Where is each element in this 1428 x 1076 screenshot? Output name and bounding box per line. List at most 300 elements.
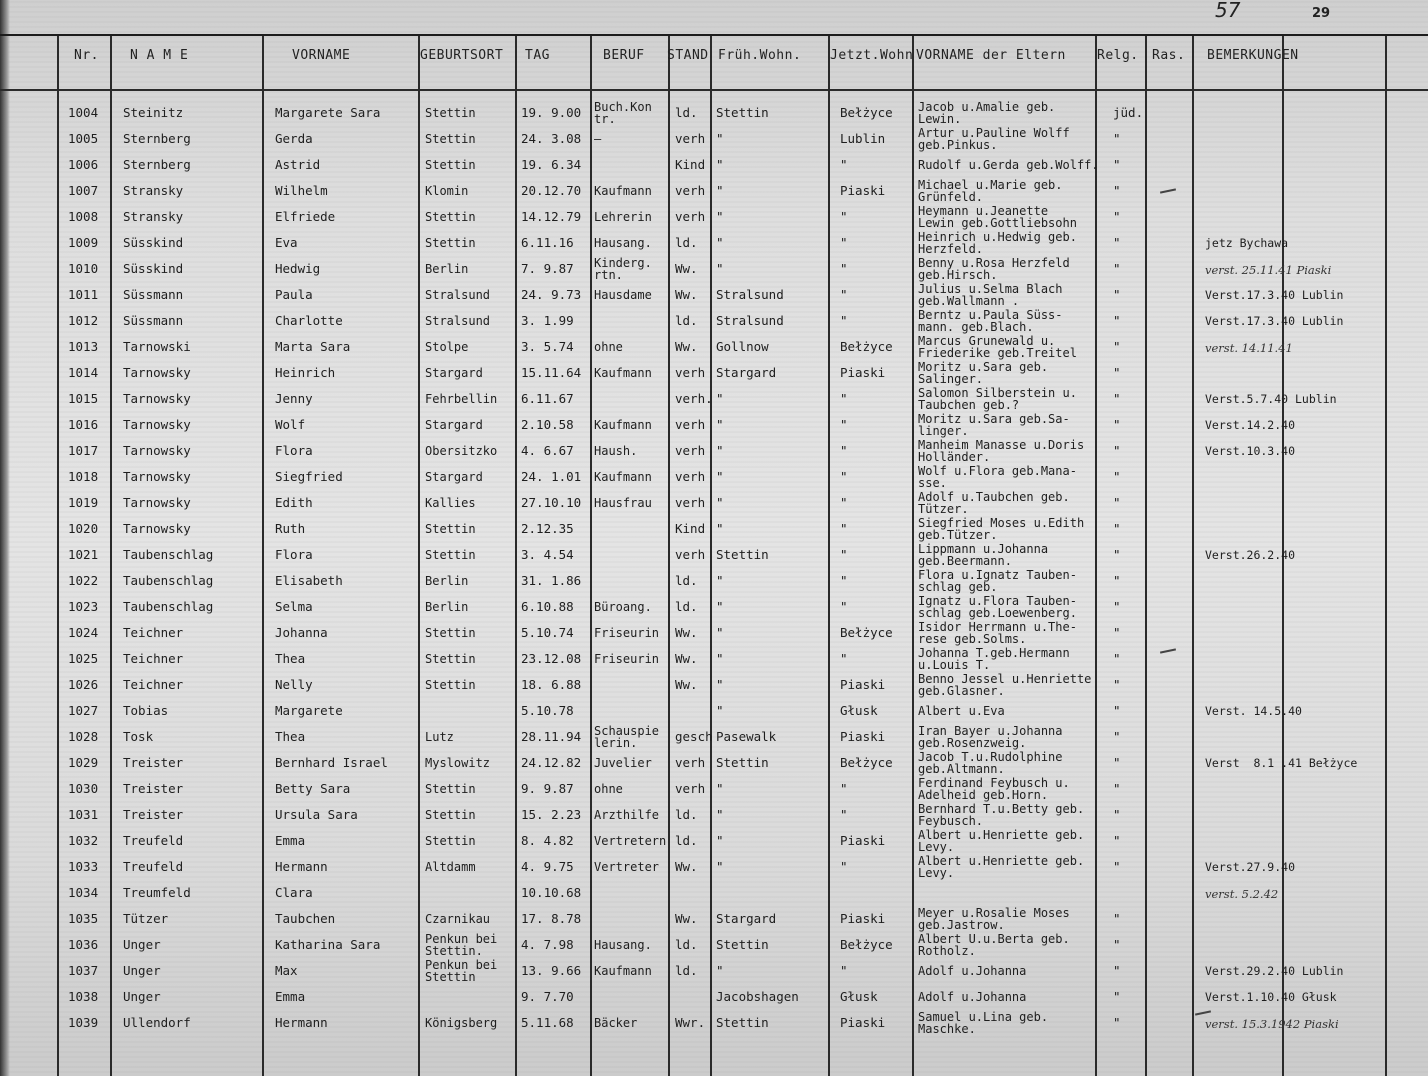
surname: Tarnowsky — [123, 495, 191, 510]
birth-date: 2.12.35 — [521, 521, 574, 536]
birthplace: Stettin — [425, 236, 476, 250]
surname: Treufeld — [123, 859, 184, 874]
parents-names: Albert u.Eva — [918, 704, 1005, 718]
remarks: Verst.29.2.40 Lublin — [1205, 964, 1344, 978]
birthplace: Obersitzko — [425, 444, 498, 458]
parents-names: Rudolf u.Gerda geb.Wolff. — [918, 158, 1099, 172]
birth-date: 24. 9.73 — [521, 287, 582, 302]
parents-names: Adolf u.Johanna — [918, 964, 1027, 978]
former-residence: " — [716, 157, 724, 172]
birthplace: Kallies — [425, 496, 476, 510]
surname: Unger — [123, 937, 161, 952]
occupation: ohne — [594, 340, 623, 354]
former-residence: " — [716, 703, 724, 718]
birthplace: Stolpe — [425, 340, 469, 354]
birth-date: 24. 3.08 — [521, 131, 582, 146]
header-jetzt-wohn: Jetzt.Wohn — [830, 48, 914, 63]
occupation: Haush. — [594, 444, 638, 458]
occupation: Kaufmann — [594, 964, 652, 978]
entry-number: 1031 — [68, 807, 99, 822]
current-residence: " — [840, 521, 848, 536]
header-geburtsort: GEBURTSORT — [420, 48, 504, 63]
entry-number: 1034 — [68, 885, 99, 900]
surname: Tarnowsky — [123, 521, 191, 536]
former-residence: " — [716, 859, 724, 874]
parents-names: Albert U.u.Berta geb. Rotholz. — [918, 932, 1070, 958]
occupation: — — [594, 132, 602, 146]
current-residence: " — [840, 963, 848, 978]
religion: " — [1113, 989, 1121, 1004]
occupation: Buch.Kon tr. — [594, 100, 652, 126]
birth-date: 5.10.78 — [521, 703, 574, 718]
religion: " — [1113, 833, 1121, 848]
entry-number: 1017 — [68, 443, 99, 458]
first-name: Jenny — [275, 391, 313, 406]
religion: " — [1113, 131, 1121, 146]
former-residence: Stettin — [716, 1015, 769, 1030]
current-residence: " — [840, 391, 848, 406]
first-name: Hermann — [275, 1015, 328, 1030]
birth-date: 17. 8.78 — [521, 911, 582, 926]
remarks: verst. 15.3.1942 Piaski — [1205, 1017, 1339, 1031]
parents-names: Wolf u.Flora geb.Mana- sse. — [918, 464, 1077, 490]
parents-names: Manheim Manasse u.Doris Holländer. — [918, 438, 1085, 464]
current-residence: Bełżyce — [840, 105, 893, 120]
remarks: Verst 8.1 .41 Bełżyce — [1205, 756, 1358, 770]
former-residence: " — [716, 209, 724, 224]
religion: " — [1113, 417, 1121, 432]
former-residence: " — [716, 963, 724, 978]
religion: " — [1113, 807, 1121, 822]
current-residence: " — [840, 261, 848, 276]
former-residence: Stralsund — [716, 287, 784, 302]
header-stand: STAND — [667, 48, 709, 63]
birth-date: 27.10.10 — [521, 495, 582, 510]
marital-status: ld. — [675, 105, 698, 120]
first-name: Edith — [275, 495, 313, 510]
current-residence: " — [840, 807, 848, 822]
birth-date: 31. 1.86 — [521, 573, 582, 588]
birth-date: 28.11.94 — [521, 729, 582, 744]
surname: Treufeld — [123, 833, 184, 848]
occupation: Juvelier — [594, 756, 652, 770]
current-residence: Głusk — [840, 989, 878, 1004]
entry-number: 1004 — [68, 105, 99, 120]
birthplace: Czarnikau — [425, 912, 491, 926]
birthplace: Stargard — [425, 418, 483, 432]
parents-names: Marcus Grunewald u. Friederike geb.Treitel — [918, 334, 1077, 360]
marital-status: Ww. — [675, 625, 698, 640]
surname: Ullendorf — [123, 1015, 191, 1030]
religion: " — [1113, 729, 1121, 744]
first-name: Margarete Sara — [275, 105, 381, 120]
surname: Sternberg — [123, 157, 191, 172]
column-divider — [912, 36, 914, 1076]
former-residence: " — [716, 651, 724, 666]
occupation: Hausang. — [594, 938, 652, 952]
first-name: Heinrich — [275, 365, 336, 380]
entry-number: 1036 — [68, 937, 99, 952]
first-name: Elisabeth — [275, 573, 343, 588]
handwritten-page-mark: 57 — [1215, 0, 1241, 22]
surname: Taubenschlag — [123, 573, 214, 588]
birth-date: 5.11.68 — [521, 1015, 574, 1030]
remarks: Verst.10.3.40 — [1205, 444, 1296, 458]
birth-date: 2.10.58 — [521, 417, 574, 432]
remarks: verst. 25.11.41 Piaski — [1205, 263, 1332, 277]
header-name: N A M E — [130, 48, 189, 63]
parents-names: Heymann u.Jeanette Lewin geb.Gottliebsohn — [918, 204, 1077, 230]
birth-date: 15. 2.23 — [521, 807, 582, 822]
religion: " — [1113, 859, 1121, 874]
religion: " — [1113, 287, 1121, 302]
parents-names: Moritz u.Sara geb. Salinger. — [918, 360, 1049, 386]
first-name: Eva — [275, 235, 298, 250]
birth-date: 20.12.70 — [521, 183, 582, 198]
remarks: Verst.5.7.40 Lublin — [1205, 392, 1337, 406]
birthplace: Penkun bei Stettin — [425, 958, 498, 984]
parents-names: Ignatz u.Flora Tauben- schlag geb.Loewenberg. — [918, 594, 1077, 620]
surname: Stransky — [123, 209, 184, 224]
marital-status: ld. — [675, 937, 698, 952]
first-name: Max — [275, 963, 298, 978]
former-residence: Pasewalk — [716, 729, 777, 744]
entry-number: 1007 — [68, 183, 99, 198]
current-residence: " — [840, 443, 848, 458]
marital-status: verh — [675, 183, 706, 198]
surname: Süssmann — [123, 313, 184, 328]
page-number: 29 — [1312, 6, 1331, 21]
column-divider — [110, 36, 112, 1076]
remarks: Verst.1.10.40 Głusk — [1205, 990, 1337, 1004]
former-residence: Jacobshagen — [716, 989, 799, 1004]
birth-date: 3. 1.99 — [521, 313, 574, 328]
header-relg: Relg. — [1097, 48, 1139, 63]
entry-number: 1022 — [68, 573, 99, 588]
birth-date: 4. 6.67 — [521, 443, 574, 458]
parents-names: Jacob T.u.Rudolphine geb.Altmann. — [918, 750, 1063, 776]
first-name: Flora — [275, 443, 313, 458]
surname: Teichner — [123, 625, 184, 640]
marital-status: ld. — [675, 807, 698, 822]
first-name: Paula — [275, 287, 313, 302]
current-residence: Piaski — [840, 365, 886, 380]
birth-date: 14.12.79 — [521, 209, 582, 224]
current-residence: " — [840, 287, 848, 302]
marital-status: verh — [675, 443, 706, 458]
birth-date: 9. 7.70 — [521, 989, 574, 1004]
parents-names: Jacob u.Amalie geb. Lewin. — [918, 100, 1056, 126]
entry-number: 1015 — [68, 391, 99, 406]
marital-status: Ww. — [675, 651, 698, 666]
birthplace: Klomin — [425, 184, 469, 198]
column-divider — [710, 36, 712, 1076]
religion: " — [1113, 937, 1121, 952]
first-name: Flora — [275, 547, 313, 562]
column-divider — [1145, 36, 1147, 1076]
first-name: Emma — [275, 989, 306, 1004]
birthplace: Berlin — [425, 574, 469, 588]
entry-number: 1020 — [68, 521, 99, 536]
former-residence: " — [716, 443, 724, 458]
entry-number: 1013 — [68, 339, 99, 354]
entry-number: 1016 — [68, 417, 99, 432]
birthplace: Stettin — [425, 158, 476, 172]
religion: " — [1113, 677, 1121, 692]
entry-number: 1026 — [68, 677, 99, 692]
header-nr: Nr. — [74, 48, 99, 63]
current-residence: Piaski — [840, 911, 886, 926]
birth-date: 9. 9.87 — [521, 781, 574, 796]
parents-names: Heinrich u.Hedwig geb. Herzfeld. — [918, 230, 1077, 256]
occupation: Hausdame — [594, 288, 652, 302]
current-residence: Piaski — [840, 729, 886, 744]
birthplace: Stettin — [425, 522, 476, 536]
religion: " — [1113, 261, 1121, 276]
pen-tick-mark — [1195, 1010, 1211, 1015]
marital-status: Ww. — [675, 261, 698, 276]
parents-names: Flora u.Ignatz Tauben- schlag geb. — [918, 568, 1077, 594]
birth-date: 7. 9.87 — [521, 261, 574, 276]
surname: Süssmann — [123, 287, 184, 302]
birthplace: Stettin — [425, 782, 476, 796]
surname: Tobias — [123, 703, 169, 718]
parents-names: Siegfried Moses u.Edith geb.Tützer. — [918, 516, 1085, 542]
column-divider — [262, 36, 264, 1076]
marital-status: Ww. — [675, 859, 698, 874]
entry-number: 1039 — [68, 1015, 99, 1030]
marital-status: Ww. — [675, 287, 698, 302]
entry-number: 1006 — [68, 157, 99, 172]
column-divider — [1095, 36, 1097, 1076]
entry-number: 1005 — [68, 131, 99, 146]
former-residence: " — [716, 573, 724, 588]
birth-date: 19. 9.00 — [521, 105, 582, 120]
remarks: Verst.27.9.40 — [1205, 860, 1296, 874]
birth-date: 24. 1.01 — [521, 469, 582, 484]
birthplace: Stettin — [425, 548, 476, 562]
parents-names: Bernhard T.u.Betty geb. Feybusch. — [918, 802, 1085, 828]
birth-date: 5.10.74 — [521, 625, 574, 640]
religion: " — [1113, 703, 1121, 718]
parents-names: Artur u.Pauline Wolff geb.Pinkus. — [918, 126, 1070, 152]
marital-status: Kind — [675, 521, 706, 536]
religion: " — [1113, 651, 1121, 666]
occupation: Bäcker — [594, 1016, 638, 1030]
pen-tick-mark — [1160, 648, 1176, 653]
remarks: Verst. 14.5.40 — [1205, 704, 1302, 718]
birth-date: 4. 9.75 — [521, 859, 574, 874]
marital-status: verh — [675, 781, 706, 796]
former-residence: Stettin — [716, 755, 769, 770]
former-residence: " — [716, 495, 724, 510]
surname: Tützer — [123, 911, 169, 926]
birthplace: Stettin — [425, 106, 476, 120]
former-residence: Stargard — [716, 365, 777, 380]
birthplace: Myslowitz — [425, 756, 491, 770]
birthplace: Penkun bei Stettin. — [425, 932, 498, 958]
current-residence: Piaski — [840, 833, 886, 848]
birthplace: Stettin — [425, 808, 476, 822]
column-divider — [1385, 36, 1387, 1076]
birthplace: Königsberg — [425, 1016, 498, 1030]
birthplace: Berlin — [425, 262, 469, 276]
scan-edge — [0, 0, 10, 1076]
entry-number: 1037 — [68, 963, 99, 978]
entry-number: 1033 — [68, 859, 99, 874]
surname: Süsskind — [123, 261, 184, 276]
first-name: Betty Sara — [275, 781, 351, 796]
religion: " — [1113, 495, 1121, 510]
surname: Tarnowski — [123, 339, 191, 354]
header-vorname: VORNAME — [292, 48, 351, 63]
birthplace: Stargard — [425, 366, 483, 380]
occupation: Friseurin — [594, 626, 660, 640]
parents-names: Albert u.Henriette geb. Levy. — [918, 828, 1085, 854]
first-name: Emma — [275, 833, 306, 848]
first-name: Katharina Sara — [275, 937, 381, 952]
first-name: Selma — [275, 599, 313, 614]
former-residence: " — [716, 261, 724, 276]
current-residence: " — [840, 417, 848, 432]
parents-names: Johanna T.geb.Hermann u.Louis T. — [918, 646, 1070, 672]
current-residence: " — [840, 469, 848, 484]
former-residence: " — [716, 807, 724, 822]
parents-names: Samuel u.Lina geb. Maschke. — [918, 1010, 1049, 1036]
occupation: Kaufmann — [594, 366, 652, 380]
first-name: Margarete — [275, 703, 343, 718]
religion: " — [1113, 365, 1121, 380]
religion: " — [1113, 209, 1121, 224]
religion: " — [1113, 339, 1121, 354]
religion: " — [1113, 521, 1121, 536]
religion: " — [1113, 963, 1121, 978]
parents-names: Adolf u.Johanna — [918, 990, 1027, 1004]
religion: " — [1113, 443, 1121, 458]
first-name: Nelly — [275, 677, 313, 692]
current-residence: " — [840, 313, 848, 328]
current-residence: " — [840, 573, 848, 588]
religion: " — [1113, 313, 1121, 328]
former-residence: Stettin — [716, 937, 769, 952]
entry-number: 1008 — [68, 209, 99, 224]
birth-date: 4. 7.98 — [521, 937, 574, 952]
parents-names: Moritz u.Sara geb.Sa- linger. — [918, 412, 1070, 438]
header-rule — [0, 89, 1428, 91]
current-residence: " — [840, 651, 848, 666]
surname: Treumfeld — [123, 885, 191, 900]
marital-status: verh — [675, 417, 706, 432]
remarks: Verst.14.2.40 — [1205, 418, 1296, 432]
religion: " — [1113, 469, 1121, 484]
column-divider — [590, 36, 592, 1076]
birth-date: 6.10.88 — [521, 599, 574, 614]
current-residence: Piaski — [840, 677, 886, 692]
occupation: Kaufmann — [594, 470, 652, 484]
marital-status: verh — [675, 495, 706, 510]
former-residence: " — [716, 833, 724, 848]
surname: Tarnowsky — [123, 443, 191, 458]
birth-date: 6.11.16 — [521, 235, 574, 250]
entry-number: 1029 — [68, 755, 99, 770]
birth-date: 3. 5.74 — [521, 339, 574, 354]
religion: " — [1113, 625, 1121, 640]
birth-date: 3. 4.54 — [521, 547, 574, 562]
entry-number: 1012 — [68, 313, 99, 328]
occupation: Büroang. — [594, 600, 652, 614]
religion: " — [1113, 157, 1121, 172]
marital-status: Kind — [675, 157, 706, 172]
former-residence: Stettin — [716, 105, 769, 120]
birthplace: Stralsund — [425, 288, 491, 302]
occupation: ohne — [594, 782, 623, 796]
column-divider — [668, 36, 670, 1076]
surname: Steinitz — [123, 105, 184, 120]
marital-status: ld. — [675, 573, 698, 588]
surname: Unger — [123, 989, 161, 1004]
first-name: Thea — [275, 651, 306, 666]
birth-date: 10.10.68 — [521, 885, 582, 900]
current-residence: Bełżyce — [840, 755, 893, 770]
former-residence: " — [716, 235, 724, 250]
marital-status: verh — [675, 755, 706, 770]
top-rule — [0, 34, 1428, 36]
column-divider — [1192, 36, 1194, 1076]
former-residence: Gollnow — [716, 339, 769, 354]
current-residence: Głusk — [840, 703, 878, 718]
entry-number: 1009 — [68, 235, 99, 250]
entry-number: 1038 — [68, 989, 99, 1004]
entry-number: 1025 — [68, 651, 99, 666]
parents-names: Adolf u.Taubchen geb. Tützer. — [918, 490, 1070, 516]
surname: Taubenschlag — [123, 599, 214, 614]
occupation: Friseurin — [594, 652, 660, 666]
religion: " — [1113, 573, 1121, 588]
column-divider — [515, 36, 517, 1076]
surname: Sternberg — [123, 131, 191, 146]
first-name: Wilhelm — [275, 183, 328, 198]
birthplace: Stargard — [425, 470, 483, 484]
first-name: Clara — [275, 885, 313, 900]
header-frueh-wohn: Früh.Wohn. — [718, 48, 802, 63]
marital-status: ld. — [675, 235, 698, 250]
first-name: Charlotte — [275, 313, 343, 328]
current-residence: " — [840, 781, 848, 796]
parents-names: Berntz u.Paula Süss- mann. geb.Blach. — [918, 308, 1063, 334]
surname: Süsskind — [123, 235, 184, 250]
current-residence: " — [840, 547, 848, 562]
remarks: Verst.17.3.40 Lublin — [1205, 288, 1344, 302]
surname: Tosk — [123, 729, 154, 744]
current-residence: " — [840, 859, 848, 874]
surname: Taubenschlag — [123, 547, 214, 562]
birth-date: 6.11.67 — [521, 391, 574, 406]
parents-names: Benny u.Rosa Herzfeld geb.Hirsch. — [918, 256, 1070, 282]
marital-status: verh. — [675, 391, 713, 406]
surname: Treister — [123, 755, 184, 770]
surname: Tarnowsky — [123, 417, 191, 432]
current-residence: " — [840, 235, 848, 250]
header-ras: Ras. — [1152, 48, 1186, 63]
marital-status: Ww. — [675, 677, 698, 692]
entry-number: 1032 — [68, 833, 99, 848]
current-residence: Piaski — [840, 183, 886, 198]
birthplace: Berlin — [425, 600, 469, 614]
current-residence: Bełżyce — [840, 339, 893, 354]
occupation: Arzthilfe — [594, 808, 660, 822]
current-residence: " — [840, 599, 848, 614]
occupation: Hausang. — [594, 236, 652, 250]
